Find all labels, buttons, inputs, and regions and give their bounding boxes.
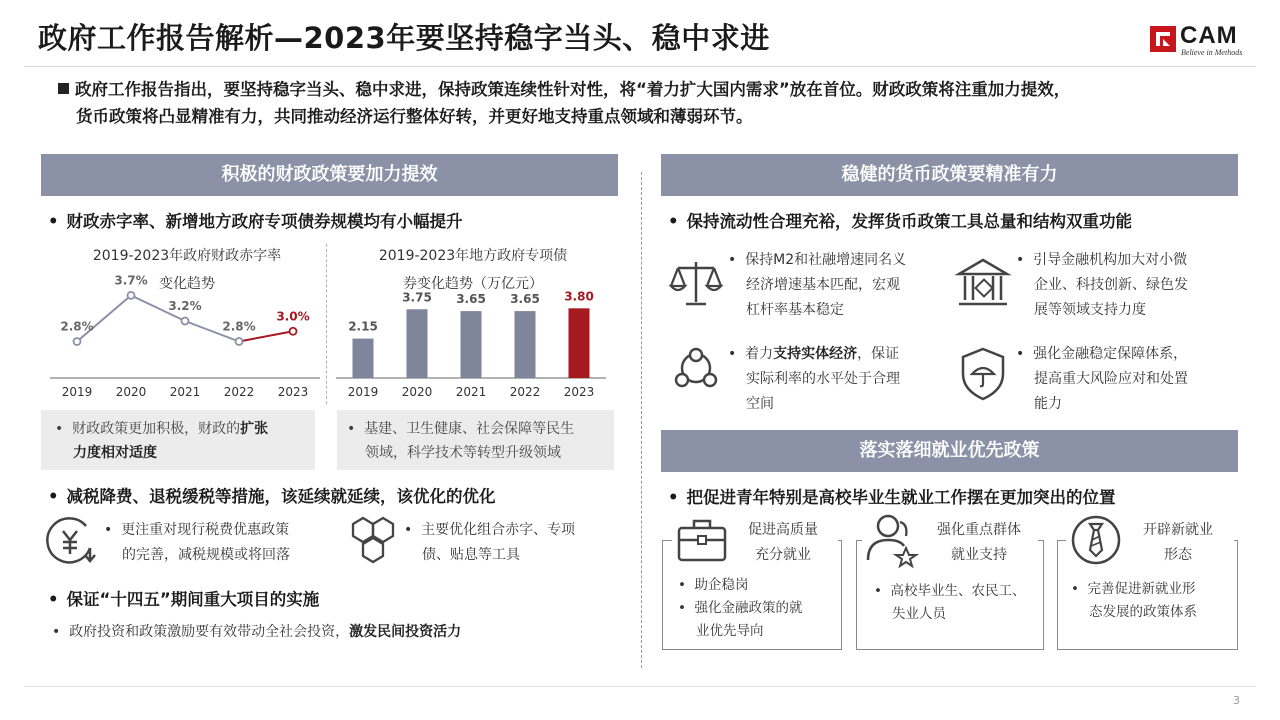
fiscal-policy-header: 积极的财政政策要加力提效	[41, 154, 618, 196]
network-icon	[668, 348, 724, 400]
cam-logo-icon	[1150, 26, 1176, 52]
bond-bar	[569, 308, 590, 378]
deficit-x-tick: 2019	[61, 385, 93, 399]
employment-header: 落实落细就业优先政策	[661, 430, 1238, 472]
bond-data-label: 3.80	[564, 289, 594, 304]
tax-item-line-1: 更注重对现行税费优惠政策	[121, 522, 290, 538]
fiscal-sub-2: • 减税降费、退税缓税等措施，该延续就延续，该优化的优化	[48, 487, 496, 506]
bond-bar	[515, 311, 536, 378]
note1-bold: 扩张	[240, 421, 269, 437]
deficit-point	[74, 338, 81, 345]
tax-item-line-2: 的完善，减税规模或将回落	[122, 547, 290, 563]
footer-divider	[24, 686, 1256, 687]
bond-x-tick: 2023	[563, 385, 595, 399]
bond-chart-caption: 2019-2023年地方政府专项债 券变化趋势（万亿元）	[378, 248, 568, 292]
deficit-x-tick: 2022	[223, 385, 255, 399]
bond-data-label: 3.75	[402, 290, 432, 305]
bond-x-tick: 2019	[347, 385, 379, 399]
square-bullet-icon	[58, 83, 69, 94]
deficit-point	[290, 328, 297, 335]
deficit-x-tick: 2020	[115, 385, 147, 399]
cam-logo	[1146, 22, 1258, 58]
deficit-line-segment	[77, 295, 131, 341]
person-star-icon	[864, 512, 920, 568]
deficit-data-label: 3.7%	[114, 273, 148, 288]
deficit-point	[236, 338, 243, 345]
deficit-chart-caption: 2019-2023年政府财政赤字率 变化趋势	[92, 248, 282, 292]
bond-x-tick: 2022	[509, 385, 541, 399]
bond-data-label: 3.65	[456, 292, 486, 307]
title-divider	[24, 66, 1256, 67]
deficit-point	[182, 318, 189, 325]
intro-paragraph	[58, 76, 1258, 130]
bond-x-tick: 2021	[455, 385, 487, 399]
page-number: 3	[1233, 694, 1240, 707]
bond-note-box: • 基建、卫生健康、社会保障等民生 领域，科学技术等转型升级领域	[337, 410, 614, 470]
deficit-data-label: 2.8%	[222, 319, 256, 334]
investment-note: • 政府投资和政策激励要有效带动全社会投资，激发民间投资活力	[52, 624, 462, 640]
fiscal-sub-3: • 保证“十四五”期间重大项目的实施	[48, 590, 320, 609]
bond-bar	[461, 311, 482, 378]
bond-data-label: 3.65	[510, 292, 540, 307]
bond-data-label: 2.15	[348, 319, 378, 334]
hexagons-icon	[347, 516, 401, 566]
chart-divider	[326, 244, 327, 404]
tool-item-line-1: 主要优化组合赤字、专项	[421, 522, 576, 538]
balance-scale-icon	[668, 258, 724, 308]
deficit-rate-chart	[50, 273, 320, 405]
tie-icon	[1070, 514, 1122, 566]
logo-text: CAM	[1180, 22, 1238, 49]
note1-text: 财政政策更加积极，财政的	[72, 421, 241, 437]
note1-bold-line2: 力度相对适度	[73, 445, 157, 461]
financial-stability-point: • 强化金融稳定保障体系， 提高重大风险应对和处置 能力	[1016, 346, 1188, 412]
special-bond-chart	[336, 280, 606, 405]
box1-title: 促进高质量 充分就业	[728, 518, 838, 568]
box2-bullets: • 高校毕业生、农民工、 失业人员	[874, 583, 1026, 622]
deficit-data-label: 3.2%	[168, 299, 202, 313]
deficit-data-label: 2.8%	[60, 319, 94, 334]
page-title: 政府工作报告解析—2023年要坚持稳字当头、稳中求进	[38, 21, 770, 55]
bank-icon	[955, 256, 1011, 310]
note2-line-2: 领域，科学技术等转型升级领域	[365, 445, 561, 461]
tool-item: • 主要优化组合赤字、专项 债、贴息等工具	[404, 518, 614, 568]
briefcase-icon	[676, 516, 728, 564]
bond-bar	[353, 339, 374, 378]
box3-bullets: • 完善促进新就业形 态发展的政策体系	[1071, 581, 1197, 620]
logo-tagline: Believe in Methods	[1181, 48, 1243, 57]
employment-sub: • 把促进青年特别是高校毕业生就业工作摆在更加突出的位置	[668, 488, 1116, 507]
box3-title: 开辟新就业 形态	[1122, 518, 1234, 568]
investment-note-text: 政府投资和政策激励要有效带动全社会投资，	[69, 624, 350, 640]
box2-title: 强化重点群体 就业支持	[920, 518, 1038, 568]
yen-down-icon	[46, 516, 98, 568]
fiscal-note-box: • 财政政策更加积极，财政的扩张 力度相对适度	[41, 410, 315, 470]
deficit-x-tick: 2023	[277, 385, 309, 399]
intro-line-1: 政府工作报告指出，要坚持稳字当头、稳中求进，保持政策连续性针对性，将“着力扩大国内需求”放在首位。财政政策将注重加力提效，	[75, 80, 1071, 99]
bond-bar	[407, 309, 428, 378]
investment-note-bold: 激发民间投资活力	[349, 624, 462, 640]
fiscal-sub-1: • 财政赤字率、新增地方政府专项债券规模均有小幅提升	[48, 212, 463, 231]
deficit-point	[128, 292, 135, 299]
column-divider	[641, 172, 642, 668]
deficit-x-tick: 2021	[169, 385, 201, 399]
note2-line-1: 基建、卫生健康、社会保障等民生	[364, 421, 575, 437]
real-economy-point: • 着力支持实体经济，保证 实际利率的水平处于合理 空间	[728, 346, 900, 412]
monetary-sub-1: • 保持流动性合理充裕，发挥货币政策工具总量和结构双重功能	[668, 212, 1133, 231]
shield-umbrella-icon	[958, 346, 1008, 402]
intro-line-2: 货币政策将凸显精准有力，共同推动经济运行整体好转，并更好地支持重点领域和薄弱环节。	[76, 107, 753, 126]
sme-point: • 引导金融机构加大对小微 企业、科技创新、绿色发 展等领域支持力度	[1016, 252, 1188, 318]
m2-point: • 保持M2和社融增速同名义 经济增速基本匹配，宏观 杠杆率基本稳定	[728, 252, 907, 318]
bond-x-tick: 2020	[401, 385, 433, 399]
box1-bullets: • 助企稳岗 • 强化金融政策的就 业优先导向	[678, 577, 803, 639]
tool-item-line-2: 债、贴息等工具	[422, 547, 520, 563]
deficit-data-label: 3.0%	[276, 309, 310, 324]
monetary-policy-header: 稳健的货币政策要精准有力	[661, 154, 1238, 196]
tax-item: • 更注重对现行税费优惠政策 的完善，减税规模或将回落	[104, 518, 334, 568]
